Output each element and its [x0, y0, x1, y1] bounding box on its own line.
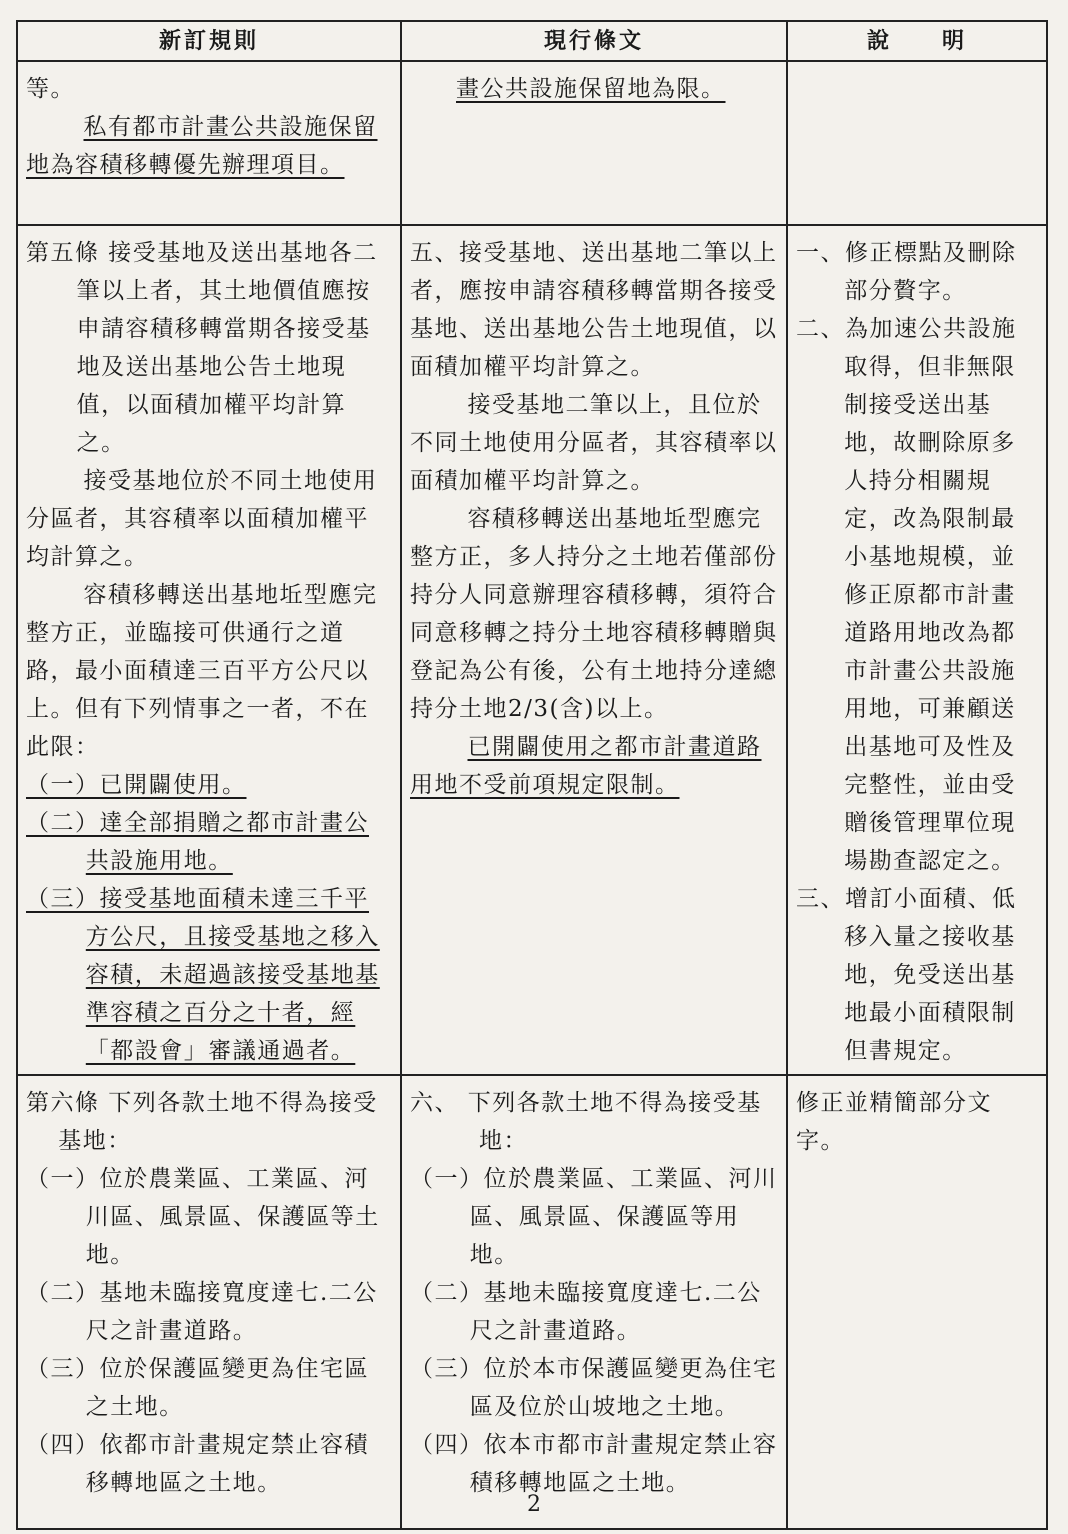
- list-item: （二）達全部捐贈之都市計畫公共設施用地。: [26, 810, 369, 874]
- note-item: 修正並精簡部分文字。: [796, 1090, 992, 1154]
- header-new-rules: 新訂規則: [17, 21, 401, 61]
- list-item: （三）接受基地面積未達三千平方公尺，且接受基地之移入容積，未超過該接受基地基準容積之百分之十者，經「都設會」審議通過者。: [26, 886, 380, 1064]
- header-row: [17, 21, 1047, 61]
- note-item: 一、修正標點及刪除部分贅字。: [796, 240, 1017, 304]
- article-5-current-para: 容積移轉送出基地坵型應完整方正，多人持分之土地若僅部份持分人同意辦理容積移轉，須符合同意移轉之持分土地容積移轉贈與登記為公有後，公有土地持分達總持分土地2/3(含)以上。: [410, 506, 778, 722]
- list-item: （一）已開闢使用。: [26, 772, 247, 798]
- explanation-cell: [787, 61, 1047, 225]
- current-articles-cell: [401, 1075, 787, 1529]
- list-item: （四）依本市都市計畫規定禁止容積移轉地區之土地。: [410, 1432, 778, 1496]
- new-rules-cell: [17, 1075, 401, 1529]
- article-5-current-para: 五、接受基地、送出基地二筆以上者，應按申請容積移轉當期各接受基地、送出基地公告土地現值，以面積加權平均計算之。: [410, 240, 778, 380]
- list-item: （一）位於農業區、工業區、河川區、風景區、保護區等用地。: [410, 1166, 778, 1268]
- comparison-table: [16, 20, 1048, 1530]
- underlined-text: 私有都市計畫公共設施保留地為容積移轉優先辦理項目。: [26, 114, 378, 178]
- list-item: （三）位於本市保護區變更為住宅區及位於山坡地之土地。: [410, 1356, 778, 1420]
- list-item: （一）位於農業區、工業區、河川區、風景區、保護區等土地。: [26, 1166, 380, 1268]
- article-5-current-para: 接受基地二筆以上，且位於不同土地使用分區者，其容積率以面積加權平均計算之。: [410, 392, 778, 494]
- table-row: [17, 225, 1047, 1075]
- underlined-text: 已開闢使用之都市計畫道路用地不受前項規定限制。: [410, 734, 762, 798]
- list-item: （四）依都市計畫規定禁止容積移轉地區之土地。: [26, 1432, 369, 1496]
- article-6-current-head: 六、 下列各款土地不得為接受基地：: [410, 1090, 762, 1154]
- underlined-text: 畫公共設施保留地為限。: [456, 76, 726, 102]
- new-rules-cell: [17, 225, 401, 1075]
- list-item: （二）基地未臨接寬度達七.二公尺之計畫道路。: [26, 1280, 378, 1344]
- table-row: [17, 61, 1047, 225]
- note-item: 三、增訂小面積、低移入量之接收基地，免受送出基地最小面積限制但書規定。: [796, 886, 1017, 1064]
- list-item: （二）基地未臨接寬度達七.二公尺之計畫道路。: [410, 1280, 762, 1344]
- article-5-new-para: 接受基地位於不同土地使用分區者，其容積率以面積加權平均計算之。: [26, 468, 378, 570]
- article-5-new-para: 容積移轉送出基地坵型應完整方正，並臨接可供通行之道路，最小面積達三百平方公尺以上。但有下列情事之一者，不在此限：: [26, 582, 378, 760]
- current-articles-cell: [401, 61, 787, 225]
- text-line: 等。: [26, 76, 75, 102]
- explanation-cell: [787, 225, 1047, 1075]
- page-number: 2: [527, 1492, 541, 1517]
- note-item: 二、為加速公共設施取得，但非無限制接受送出基地，故刪除原多人持分相關規定，改為限制最小基地規模，並修正原都市計畫道路用地改為都市計畫公共設施用地，可兼顧送出基地可及性及完整性，並由受贈後管理單位現場勘查認定之。: [796, 316, 1017, 874]
- article-5-new-para: 第五條 接受基地及送出基地各二筆以上者，其土地價值應按申請容積移轉當期各接受基地及送出基地公告土地現值，以面積加權平均計算之。: [26, 240, 378, 456]
- article-6-new-head: 第六條 下列各款土地不得為接受基地：: [26, 1090, 378, 1154]
- table-row: [17, 1075, 1047, 1529]
- current-articles-cell: [401, 225, 787, 1075]
- new-rules-cell: [17, 61, 401, 225]
- header-explanation: 說 明: [787, 21, 1047, 61]
- header-current-articles: 現行條文: [401, 21, 787, 61]
- list-item: （三）位於保護區變更為住宅區之土地。: [26, 1356, 369, 1420]
- explanation-cell: [787, 1075, 1047, 1529]
